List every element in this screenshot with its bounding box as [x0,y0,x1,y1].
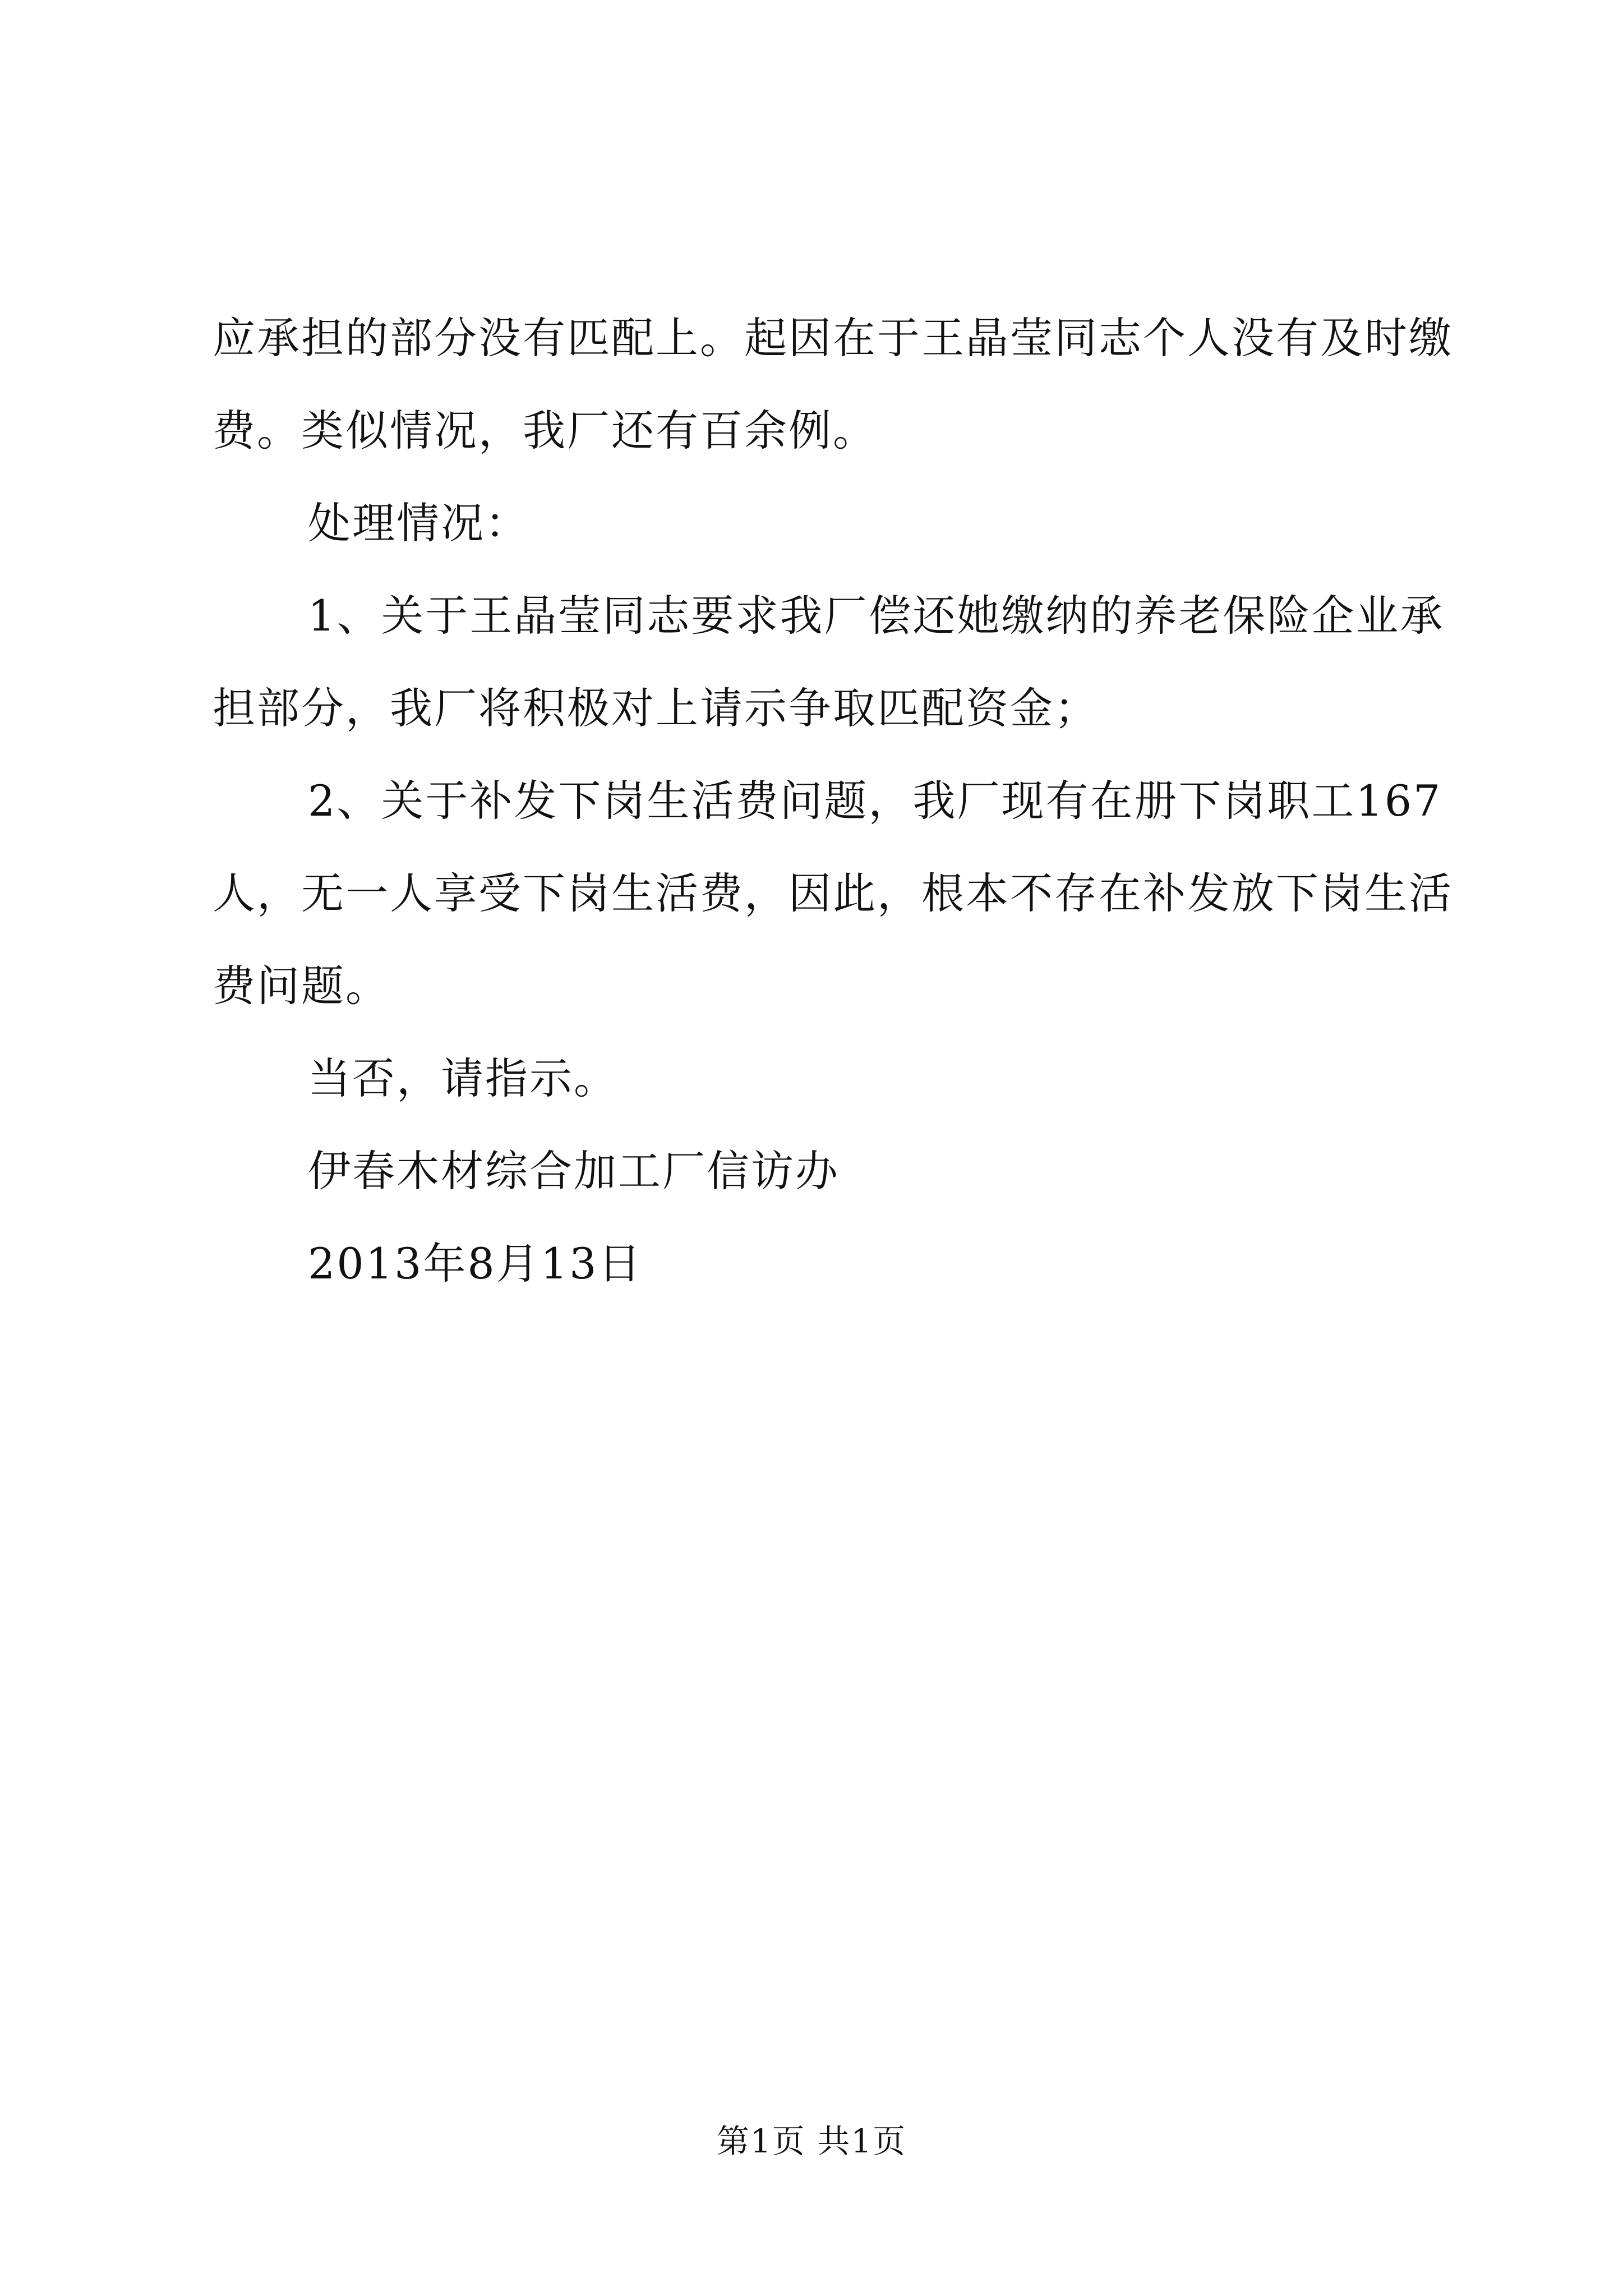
section-heading: 处理情况： [308,498,529,548]
document-body [213,292,1453,1310]
signature-organization: 伊春木材综合加工厂信访办 [308,1146,840,1196]
text-line: 担部分，我厂将积极对上请示争取匹配资金； [213,683,1099,733]
text-line: 2、关于补发下岗生活费问题，我厂现有在册下岗职工167 [308,776,1442,826]
text-line: 费问题。 [213,961,390,1011]
text-line: 1、关于王晶莹同志要求我厂偿还她缴纳的养老保险企业承 [308,591,1445,641]
text-line: 费。类似情况，我厂还有百余例。 [213,406,877,455]
closing-request: 当否，请指示。 [308,1053,618,1103]
signature-date: 2013年8月13日 [308,1239,643,1289]
text-line: 应承担的部分没有匹配上。起因在于王晶莹同志个人没有及时缴 [213,313,1453,363]
page-number-footer: 第1页 共1页 [716,2122,907,2160]
text-line: 人，无一人享受下岗生活费，因此，根本不存在补发放下岗生活 [213,868,1453,918]
